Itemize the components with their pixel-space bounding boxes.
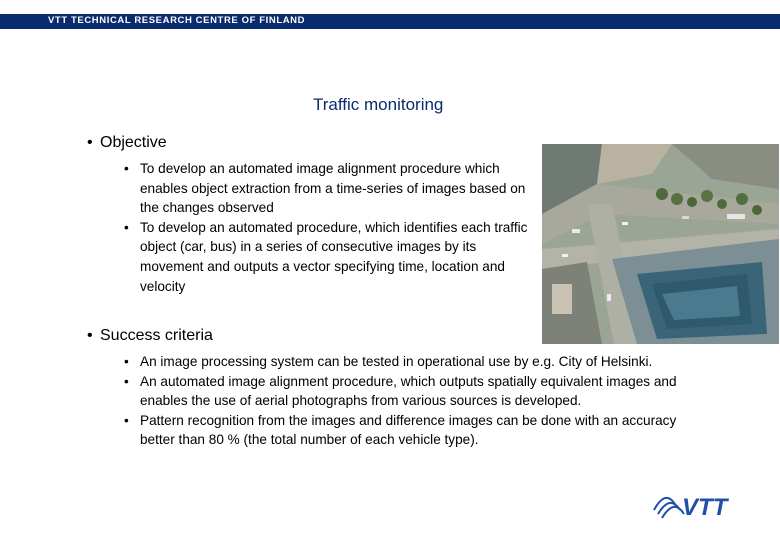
slide-title: Traffic monitoring xyxy=(313,95,444,114)
bullet: • xyxy=(87,327,93,344)
heading-text: Success criteria xyxy=(100,327,213,344)
list-item xyxy=(124,159,534,218)
list-item xyxy=(124,372,694,411)
bullet: • xyxy=(124,219,129,235)
list-item-text: To develop an automated procedure, which identifies each traffic object (car, bus) in a series of consecutive images by its movement and outputs a vector specifying time, location and velocity xyxy=(140,219,528,294)
list-item-text: An image processing system can be tested in operational use by e.g. City of Helsinki. xyxy=(140,354,653,369)
vtt-logo xyxy=(652,484,752,520)
bullet: • xyxy=(87,134,93,151)
list-item-text: Pattern recognition from the images and difference images can be done with an accuracy better than 80 % (the total number of each vehicle type). xyxy=(140,412,677,448)
bullet: • xyxy=(124,354,129,369)
aerial-photo-graphic xyxy=(542,144,779,344)
success-criteria-heading xyxy=(87,327,213,345)
organization-name: VTT TECHNICAL RESEARCH CENTRE OF FINLAND xyxy=(48,15,306,26)
objective-list xyxy=(124,159,534,296)
vtt-logo-graphic xyxy=(652,484,752,520)
bullet: • xyxy=(124,161,129,176)
bullet: • xyxy=(124,373,129,389)
objective-heading xyxy=(87,134,167,152)
list-item-text: An automated image alignment procedure, which outputs spatially equivalent images and enables the use of aerial photographs from various sources is developed. xyxy=(140,373,677,409)
heading-text: Objective xyxy=(100,134,167,151)
list-item xyxy=(124,218,534,296)
bullet: • xyxy=(124,412,129,428)
list-item xyxy=(124,411,694,450)
header-bar xyxy=(0,14,780,29)
list-item-text: To develop an automated image alignment procedure which enables object extraction from a time-series of images based on the changes observed xyxy=(140,161,526,216)
aerial-photo xyxy=(542,144,779,344)
list-item xyxy=(124,352,694,372)
success-criteria-list xyxy=(124,352,694,450)
logo-text: VTT xyxy=(682,494,728,520)
